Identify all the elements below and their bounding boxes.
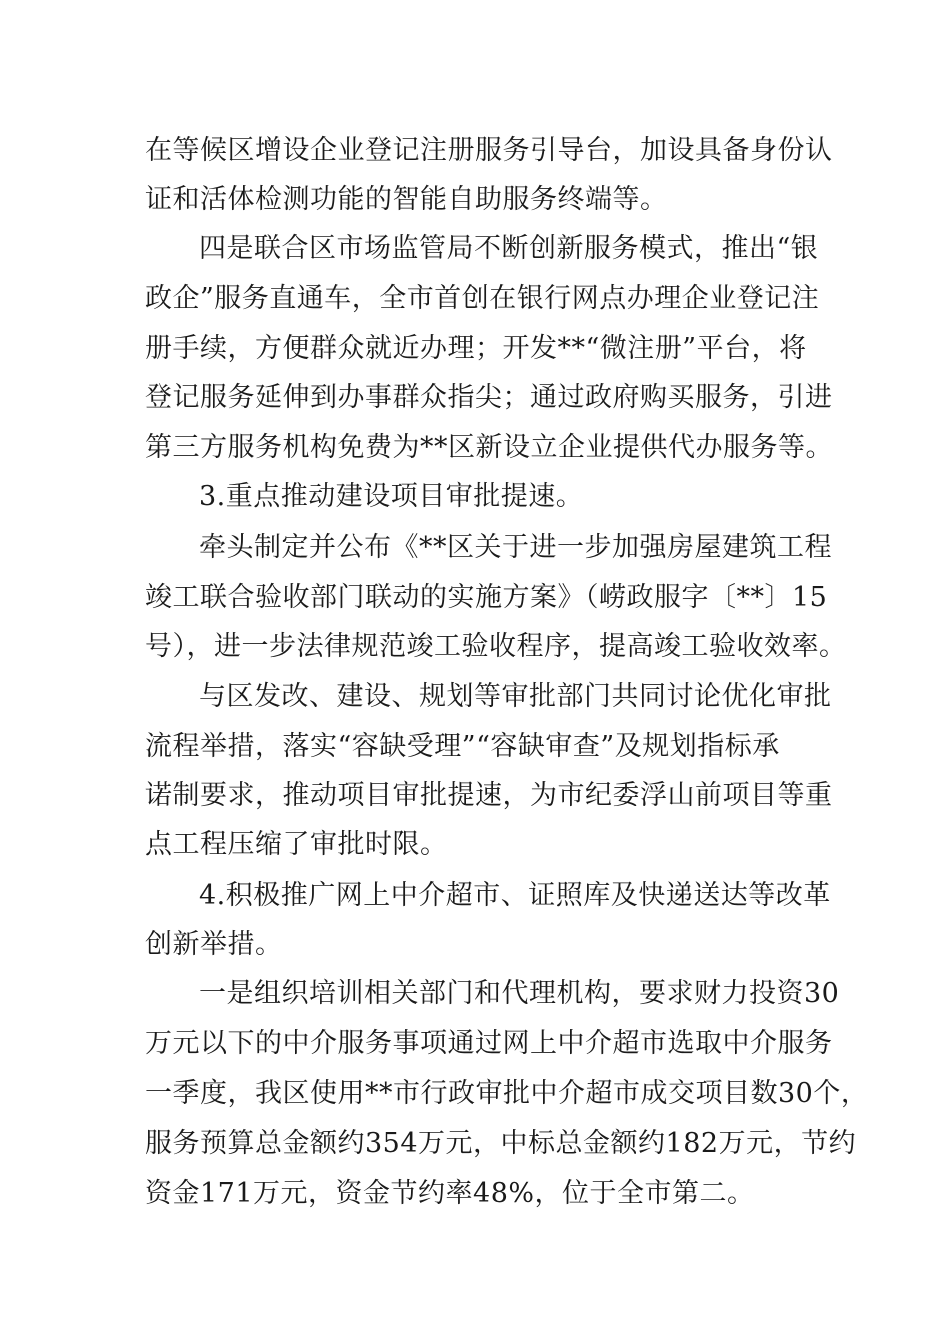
text-line: 证和活体检测功能的智能自助服务终端等。 <box>145 184 668 215</box>
section-heading: 创新举措。 <box>145 929 283 960</box>
text-line: 诺制要求，推动项目审批提速，为市纪委浮山前项目等重 <box>145 780 833 811</box>
section-heading: 3.重点推动建设项目审批提速。 <box>199 481 584 512</box>
text-line: 竣工联合验收部门联动的实施方案》（崂政服字〔**〕15 <box>145 582 828 613</box>
text-line: 资金171万元，资金节约率48%，位于全市第二。 <box>145 1178 755 1209</box>
text-line: 服务预算总金额约354万元，中标总金额约182万元，节约 <box>145 1128 857 1159</box>
text-line: 在等候区增设企业登记注册服务引导台，加设具备身份认 <box>145 135 833 166</box>
text-line: 一是组织培训相关部门和代理机构，要求财力投资30 <box>199 978 840 1009</box>
text-line: 登记服务延伸到办事群众指尖；通过政府购买服务，引进 <box>145 382 833 413</box>
text-line: 号），进一步法律规范竣工验收程序，提高竣工验收效率。 <box>145 631 847 662</box>
text-line: 一季度，我区使用**市行政审批中介超市成交项目数30个， <box>145 1078 869 1109</box>
text-line: 流程举措，落实“容缺受理”“容缺审查”及规划指标承 <box>145 731 780 762</box>
section-heading: 4.积极推广网上中介超市、证照库及快递送达等改革 <box>199 880 831 911</box>
text-line: 第三方服务机构免费为**区新设立企业提供代办服务等。 <box>145 432 833 463</box>
text-line: 政企”服务直通车，全市首创在银行网点办理企业登记注 <box>145 283 820 314</box>
text-line: 点工程压缩了审批时限。 <box>145 829 448 860</box>
text-line: 四是联合区市场监管局不断创新服务模式，推出“银 <box>199 233 819 264</box>
text-line: 与区发改、建设、规划等审批部门共同讨论优化审批 <box>199 681 832 712</box>
text-line: 牵头制定并公布《**区关于进一步加强房屋建筑工程 <box>199 532 832 563</box>
text-line: 册手续，方便群众就近办理；开发**“微注册”平台，将 <box>145 333 807 364</box>
text-line: 万元以下的中介服务事项通过网上中介超市选取中介服务 <box>145 1028 833 1059</box>
